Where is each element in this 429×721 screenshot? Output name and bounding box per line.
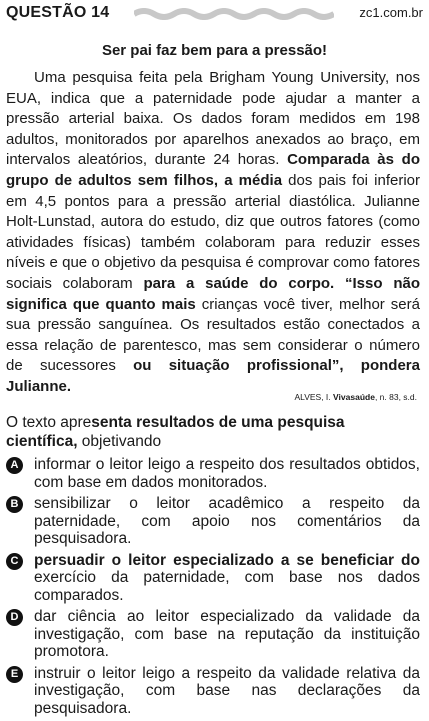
text-segment: crianças você tiver, melhor será sua pressão sanguínea. Os resultados estão conectados a essa relação de parentesco, mas sem considerar o número de sucessores [6,295,420,375]
stem-segment: O texto apre [6,414,92,431]
option-text: informar o leitor leigo a respeito dos resultados obtidos, com base em dados monitorados. [34,456,420,491]
text-source-citation [294,392,417,402]
option-c[interactable] [6,552,420,605]
citation-author: ALVES, I. [294,392,334,402]
option-text: dar ciência ao leitor especializado da validade da investigação, com base na reputação da instituição promotora. [34,608,420,660]
option-letter-badge: B [6,496,23,513]
answer-options [6,456,420,721]
option-d[interactable] [6,608,420,661]
citation-publication: Vivasaúde [333,392,375,402]
option-letter-badge: C [6,553,23,570]
option-b[interactable] [6,495,420,548]
text-segment: Uma pesquisa feita pela Brigham Young University, nos EUA, indica que a paternidade pode ajudar a manter a pressão arterial baixa. Os dados foram medidos em 198 adultos, monitorados por aparelhos anexados ao braço, em intervalos aleatórios, durante 24 horas. [6,69,420,169]
decorative-wave [134,8,334,20]
question-header [6,2,423,24]
option-text: exercício da paternidade, com base nos dados comparados. [34,569,420,604]
question-number: QUESTÃO 14 [6,4,110,21]
citation-details: , n. 83, s.d. [374,392,417,402]
site-watermark: zc1.com.br [359,5,423,20]
stem-segment: senta resultados de uma pesquisa científica, [6,414,345,450]
text-segment: ou situação profissional”, pondera Julianne. [6,357,420,395]
source-text-paragraph [6,68,420,398]
text-segment: Comparada às do grupo de adultos sem filhos, a média [6,151,420,189]
option-letter-badge: A [6,457,23,474]
text-title: Ser pai faz bem para a pressão! [101,42,328,59]
option-a[interactable] [6,456,420,491]
stem-segment: objetivando [77,433,162,450]
text-segment: para a saúde do corpo. “Isso não significa que quanto mais [6,274,420,313]
text-segment: dos pais foi inferior em 4,5 pontos para a pressão arterial diastólica. Julianne Holt-Lunstad, autora do estudo, diz que outros fatores (como atividades físicas) também colaboram para reduzir esses níveis e que o objetivo da pesquisa é comprovar como fatores sociais colaboram [6,171,420,292]
option-text: sensibilizar o leitor acadêmico a respeito da paternidade, com apoio nos comentários da pesquisadora. [34,495,420,547]
question-stem [6,413,420,451]
option-letter-badge: D [6,609,23,626]
option-text: instruir o leitor leigo a respeito da validade relativa da investigação, com base nas declarações da pesquisadora. [34,664,420,717]
option-letter-badge: E [6,666,23,683]
option-text-bold: persuadir o leitor especializado a se beneficiar do [34,551,420,569]
option-e[interactable] [6,665,420,718]
